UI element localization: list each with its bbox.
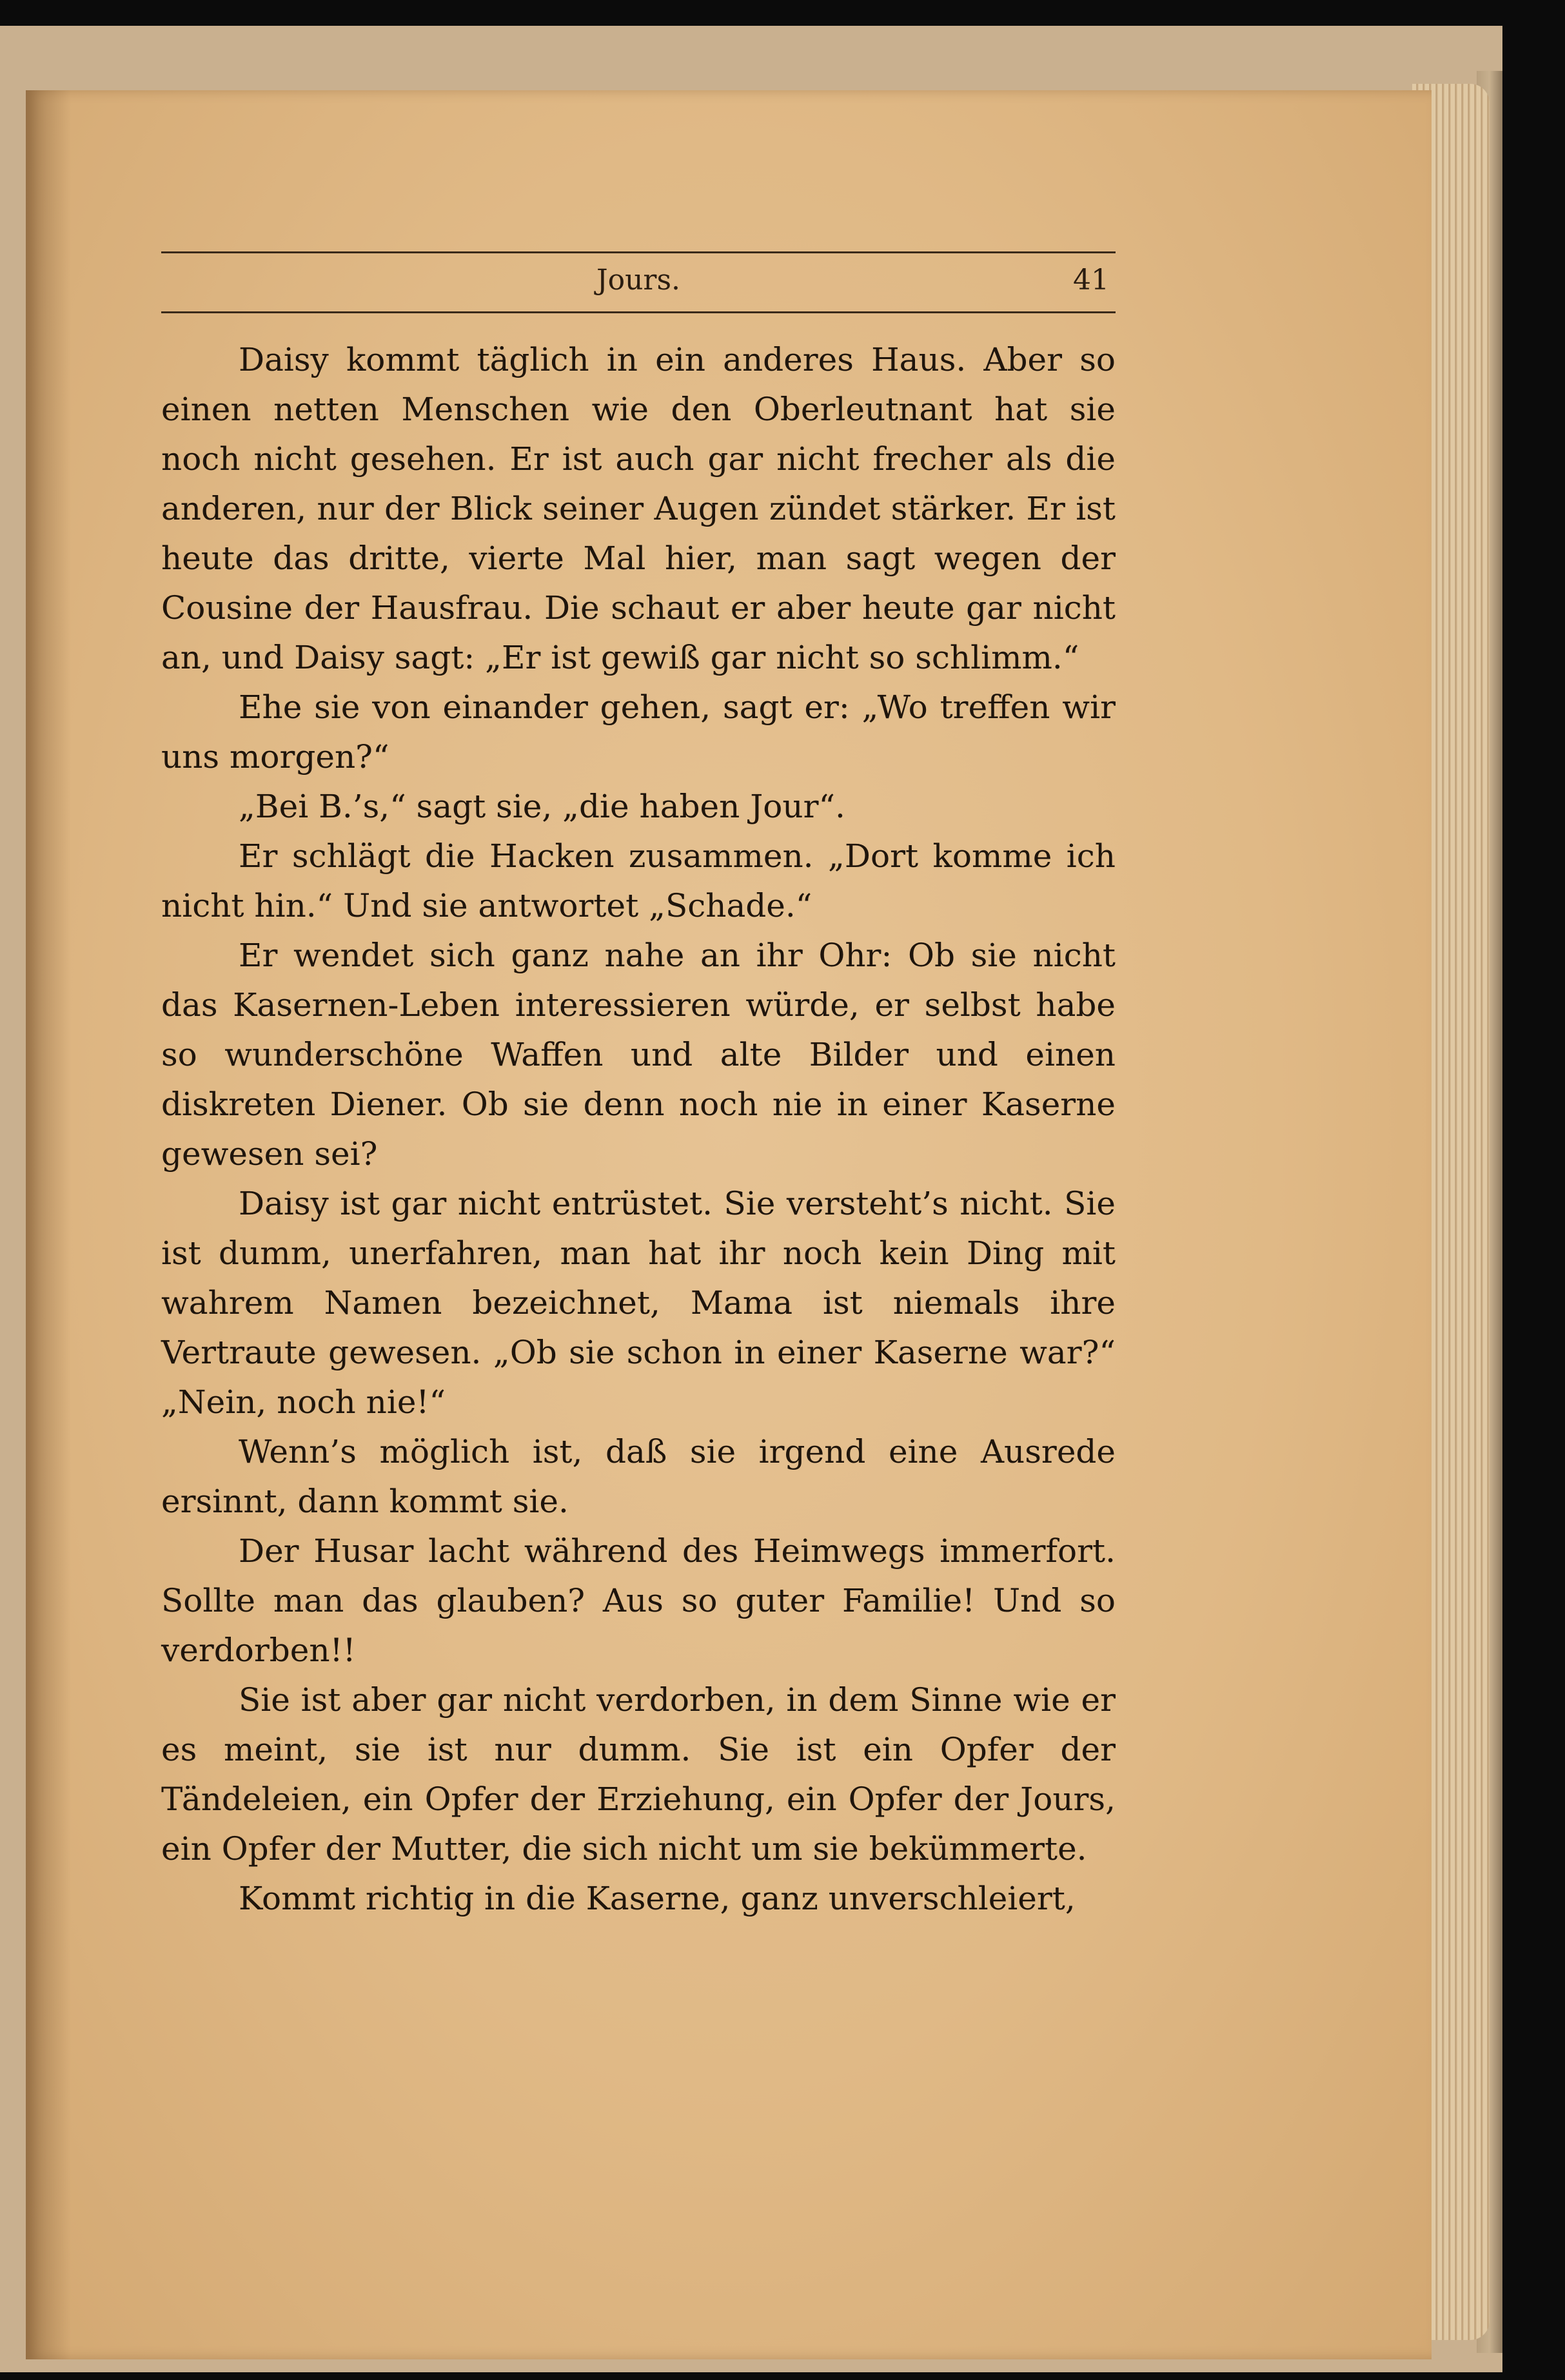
paragraph: Wenn’s möglich ist, daß sie irgend eine Ausrede ersinnt, dann kommt sie. <box>161 1433 1116 1520</box>
paragraph: Ehe sie von einander gehen, sagt er: „Wo treffen wir uns morgen?“ <box>161 688 1116 775</box>
gutter-shadow <box>26 90 71 2359</box>
paragraph: Daisy kommt täglich in ein anderes Haus. Aber so einen netten Menschen wie den Oberleutnant hat sie noch nicht gesehen. Er ist auch gar nicht frecher als die anderen, nur der Blick seiner Augen zündet stärker. Er ist heute das dritte, vierte Mal hier, man sagt wegen der Cousine der Hausfrau. Die schaut er aber heute gar nicht an, und Daisy sagt: „Er ist gewiß gar nicht so schlimm.“ <box>161 341 1116 676</box>
paragraph: Sie ist aber gar nicht verdorben, in dem Sinne wie er es meint, sie ist nur dumm. Sie ist ein Opfer der Tändeleien, ein Opfer der Erziehung, ein Opfer der Jours, ein Opfer der Mutter, die sich nicht um sie bekümmerte. <box>161 1681 1116 1868</box>
paragraph: Der Husar lacht während des Heimwegs immerfort. Sollte man das glauben? Aus so guter Familie! Und so verdorben!! <box>161 1532 1116 1669</box>
paragraph: Kommt richtig in die Kaserne, ganz unverschleiert, <box>239 1880 1076 1917</box>
paragraph: Er wendet sich ganz nahe an ihr Ohr: Ob sie nicht das Kasernen-Leben interessieren würde, er selbst habe so wunderschöne Waffen und alte Bilder und einen diskreten Diener. Ob sie denn noch nie in einer Kaserne gewesen sei? <box>161 937 1116 1173</box>
page-number: 41 <box>1073 264 1109 297</box>
body-text <box>161 335 1116 1924</box>
paragraph: „Bei B.’s,“ sagt sie, „die haben Jour“. <box>239 788 845 825</box>
running-title: Jours. <box>596 264 681 297</box>
paragraph: Daisy ist gar nicht entrüstet. Sie versteht’s nicht. Sie ist dumm, unerfahren, man hat ihr noch kein Ding mit wahrem Namen bezeichnet, Mama ist niemals ihre Vertraute gewesen. „Ob sie schon in einer Kaserne war?“ „Nein, noch nie!“ <box>161 1185 1116 1421</box>
paragraph: Er schlägt die Hacken zusammen. „Dort komme ich nicht hin.“ Und sie antwortet „Schade.“ <box>161 837 1116 924</box>
running-header <box>161 251 1116 313</box>
